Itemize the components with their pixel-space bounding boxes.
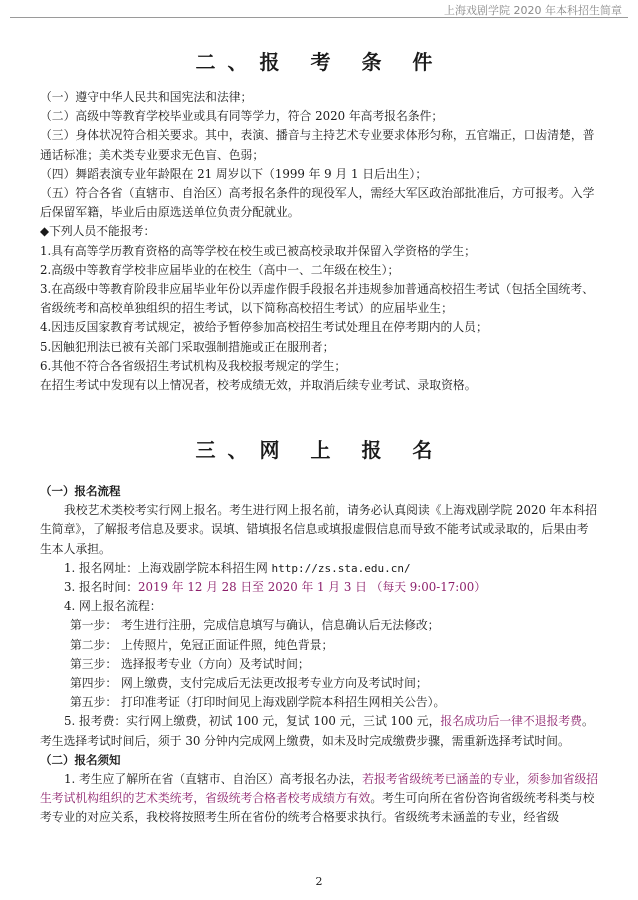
- registration-url-label: 1. 报名网址：上海戏剧学院本科招生网: [64, 560, 272, 575]
- exclusion-closing: 在招生考试中发现有以上情况者，校考成绩无效，并取消后续专业考试、录取资格。: [40, 378, 477, 393]
- notice-text: 1. 考生应了解所在省（直辖市、自治区）高考报名办法，: [64, 772, 363, 787]
- subsection-title-notice: （二）报名须知: [40, 752, 121, 767]
- subsection-title-process: （一）报名流程: [40, 484, 121, 498]
- header-title: 上海戏剧学院 2020 年本科招生简章: [444, 4, 622, 17]
- exclusion-heading: ◆下列人员不能报考：: [40, 224, 156, 239]
- condition-item: （五）符合各省（直辖市、自治区）高考报名条件的现役军人，需经大军区政治部批准后，方可报考。入学后保留军籍，毕业后由原选送单位负责分配就业。: [40, 186, 595, 220]
- flow-step: 第二步： 上传照片，免冠正面证件照，纯色背景；: [70, 637, 334, 652]
- registration-time-line: [40, 578, 600, 597]
- exclusion-item: 6.其他不符合各省级招生考试机构及我校报考规定的学生；: [40, 358, 347, 373]
- condition-item: （一）遵守中华人民共和国宪法和法律；: [40, 90, 253, 104]
- registration-url-line: [40, 559, 600, 578]
- fee-text-suffix: 。考生选择考试时间后，须于 30 分钟内完成网上缴费，如未及时完成缴费步骤，需重新选择考试时间。: [40, 714, 594, 748]
- page-number: 2: [315, 875, 323, 888]
- registration-flow-label: 4. 网上报名流程：: [64, 599, 162, 614]
- condition-item: （二）高级中等教育学校毕业或具有同等学力，符合 2020 年高考报名条件；: [40, 109, 444, 124]
- exclusion-item: 1.具有高等学历教育资格的高等学校在校生或已被高校录取并保留入学资格的学生；: [40, 243, 476, 258]
- flow-step: 第一步： 考生进行注册，完成信息填写与确认，信息确认后无法修改；: [70, 618, 440, 633]
- registration-url-link[interactable]: http://zs.sta.edu.cn/: [271, 561, 411, 575]
- fee-nonrefundable-note: 报名成功后一律不退报考费: [440, 714, 582, 729]
- exclusion-item: 3.在高级中等教育阶段非应届毕业年份以弄虚作假手段报名并违规参加普通高校招生考试（包括全国统考、省级统考和高校单独组织的招生考试，以下简称高校招生考试）的应届毕业生；: [40, 282, 594, 316]
- condition-item: （四）舞蹈表演专业年龄限在 21 周岁以下（1999 年 9 月 1 日后出生）；: [40, 166, 428, 181]
- conditions-block: [40, 88, 600, 395]
- page-header: [0, 0, 638, 22]
- registration-time-label: 3. 报名时间：: [64, 580, 138, 595]
- exclusion-item: 5.因触犯刑法已被有关部门采取强制措施或正在服刑者；: [40, 339, 335, 354]
- exclusion-item: 4.因违反国家教育考试规定，被给予暂停参加高校招生考试处理且在停考期内的人员；: [40, 320, 488, 335]
- flow-step: 第四步： 网上缴费，支付完成后无法更改报考专业方向及考试时间；: [70, 676, 428, 691]
- process-intro: 我校艺术类校考实行网上报名。考生进行网上报名前，请务必认真阅读《上海戏剧学院 2020 年本科招生简章》，了解报考信息及要求。误填、错填报名信息或填报虚假信息而导致不能考试或录取的，后果由考生本人承担。: [40, 503, 597, 556]
- notice-paragraph: [40, 770, 600, 828]
- condition-item: （三）身体状况符合相关要求。其中，表演、播音与主持艺术专业要求体形匀称，五官端正，口齿清楚，普通话标准；美术类专业要求无色盲、色弱；: [40, 128, 595, 162]
- notice-highlight: 若报考省级统考已涵盖的专业，须参加省级招生考试机构组织的艺术类统考，省级统考合格者校考成绩方有效: [40, 772, 599, 806]
- section-title-online-registration: 三、网 上 报 名: [195, 438, 445, 462]
- registration-block: [40, 482, 600, 828]
- flow-step: 第五步： 打印准考证（打印时间见上海戏剧学院本科招生网相关公告）。: [70, 695, 446, 710]
- registration-time-value: 2019 年 12 月 28 日至 2020 年 1 月 3 日 （每天 9:00-17:00）: [138, 580, 487, 595]
- section-title-conditions: 二、报 考 条 件: [195, 50, 445, 74]
- fee-paragraph: [40, 712, 600, 750]
- flow-step: 第三步： 选择报考专业（方向）及考试时间；: [70, 656, 310, 671]
- fee-text: 5. 报考费：实行网上缴费，初试 100 元，复试 100 元，三试 100 元，: [64, 714, 441, 729]
- notice-text-suffix: 。考生可向所在省份咨询省级统考科类与校考专业的对应关系，我校将按照考生所在省份的统考合格要求执行。省级统考未涵盖的专业，经省级: [40, 791, 595, 825]
- exclusion-item: 2.高级中等教育学校非应届毕业的在校生（高中一、二年级在校生）；: [40, 262, 400, 277]
